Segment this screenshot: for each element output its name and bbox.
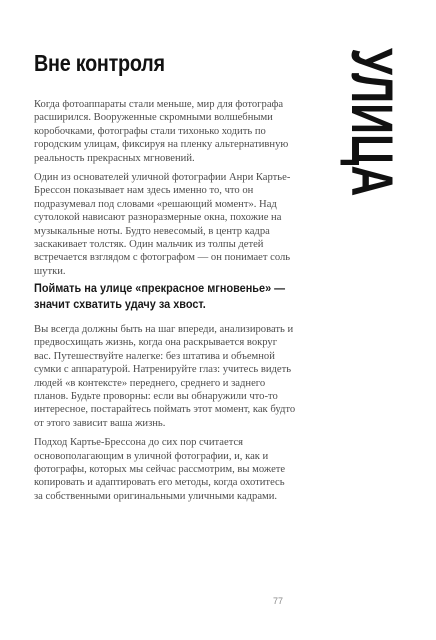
intro-text-block	[34, 98, 296, 284]
page-title: Вне контроля	[34, 50, 165, 76]
pull-quote-line: Поймать на улице «прекрасное мгновенье» —	[34, 281, 286, 295]
advice-text-block	[34, 323, 296, 509]
chapter-side-label-graphic	[334, 48, 414, 238]
pull-quote	[34, 281, 286, 312]
chapter-side-label-text: УЛИЦА	[339, 48, 405, 197]
paragraph: Один из основателей уличной фотографии Анри Картье-Брессон показывает нам здесь именно то, что он подразумевал под словами «решающий момент». Над сутолокой нависают разноразмерные окна, похожие на музыкальные ноты. Будто невесомый, в центр кадра заскакивает толстяк. Один мальчик из толпы детей встречается взглядом с фотографом — он понимает соль шутки.	[34, 172, 291, 277]
chapter-side-label	[334, 48, 414, 238]
page-number: 77	[272, 596, 283, 606]
pull-quote-line: значит схватить удачу за хвост.	[34, 296, 206, 311]
paragraph: Когда фотоаппараты стали меньше, мир для фотографа расширился. Вооруженные скромными волшебными коробочками, фотографы стали тихонько ходить по городским улицам, фиксируя на пленку альтернативную реальность прекрасных мгновений.	[34, 99, 289, 164]
paragraph: Вы всегда должны быть на шаг впереди, анализировать и предвосхищать жизнь, когда она раскрывается вокруг вас. Путешествуйте налегке: без штатива и объемной сумки с аппаратурой. Натренируйте глаз: учитесь видеть людей «в контексте» переднего, среднего и заднего планов. Будьте проворны: если вы обнаружили что-то интересное, постарайтесь поймать этот момент, как будто от этого зависит ваша жизнь.	[34, 324, 296, 429]
paragraph: Подход Картье-Брессона до сих пор считается основополагающим в уличной фотографии, и, как и фотографы, которых мы сейчас рассмотрим, вы можете копировать и адаптировать его методы, когда охотитесь за собственными оригинальными уличными кадрами.	[34, 437, 286, 502]
